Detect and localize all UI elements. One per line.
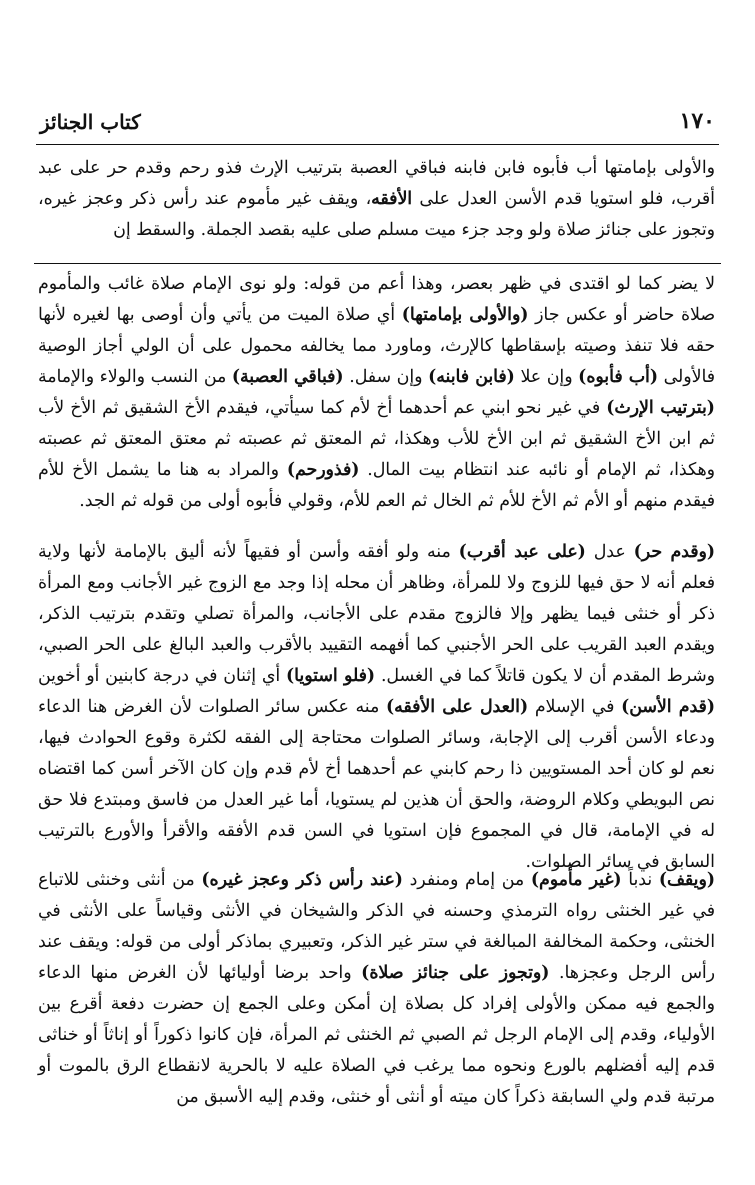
text-run: من إمام ومنفرد [402, 870, 531, 890]
text-run: ندباً [621, 870, 659, 890]
text-run: أي إثنان في درجة كابنين أو أخوين [38, 666, 286, 686]
bold-run: (عند رأس ذكر وعجز غيره) [201, 870, 403, 890]
bold-run: (فباقي العصبة) [231, 367, 344, 387]
text-run: وإن علا [514, 367, 579, 387]
bold-run: (قدم الأسن) [621, 697, 715, 717]
bold-run: (فابن فابنه) [428, 367, 515, 387]
text-run: ، ويقف غير مأموم عند رأس ذكر وعجز غيره، وتجوز على جنائز صلاة ولو وجد جزء ميت مسلم صلى عليه بقصد الجملة. والسقط إن [38, 189, 715, 240]
text-run: منه ولو أفقه وأسن أو فقيهاً لأنه أليق بالإمامة لأنها ولاية فعلم أنه لا حق فيها للزوج ولا للمرأة، وظاهر أن محله إذا وجد مع الزوج غير الأجانب ومع المرأة ذكر أو خنثى فيما يظهر وإلا فالزوج مقدم على الأجانب، والمرأة تصلي وتقدم بترتيب الذكر، ويقدم العبد القريب على الحر الأجنبي كما أفهمه التقييد بالأقرب والعبد البالغ على الحر الصبي، وشرط المقدم أن لا يكون قاتلاً كما في الغسل. [38, 542, 716, 686]
text-run: في الإسلام [528, 697, 622, 717]
text-run: والمراد به هنا ما يشمل الأخ للأم فيقدم منهم أو الأم ثم الأخ للأم ثم الخال ثم العم للأم، وقولي فأبوه أولى من قوله ثم الجد. [38, 460, 715, 511]
text-run: في غير نحو ابني عم أحدهما أخ لأم كما سيأتي، فيقدم الأخ الشقيق ثم الأخ لأب ثم ابن الأخ الشقيق ثم ابن الأخ للأب وهكذا، ثم المعتق ثم عصبته ثم معتق المعتق ثم عصبته وهكذا، ثم الإمام أو نائبه عند انتظام بيت المال. [38, 398, 715, 480]
bold-run: (وقدم حر) [633, 542, 716, 562]
bold-run: (فلو استويا) [285, 666, 376, 686]
text-run: أي صلاة الميت من يأتي وأن أوصى بها لغيره لأنها حقه فلا تنفذ وصيته بإسقاطها كالإرث، وماورد مما يخالفه محمول على أن الولي أجاز الوصية فالأولى [38, 305, 716, 387]
separator-rule [34, 263, 721, 264]
bold-run: (العدل على الأفقه) [385, 697, 529, 717]
bold-run: الأفقه [371, 189, 413, 209]
bold-run: (فذورحم) [286, 460, 360, 480]
text-run: عدل [585, 542, 634, 562]
text-run: والأولى بإمامتها أب فأبوه فابن فابنه فباقي العصبة بترتيب الإرث فذو رحم وقدم حر على عبد أقرب، فلو استويا قدم الأسن العدل على [38, 158, 715, 209]
main-text [38, 153, 715, 246]
page-number: ١٧٠ [679, 108, 715, 134]
bold-run: (بترتيب الإرث) [606, 398, 715, 418]
commentary-paragraph-2 [38, 537, 715, 878]
text-run: من النسب والولاء والإمامة [38, 367, 232, 387]
bold-run: (أب فأبوه) [578, 367, 659, 387]
bold-run: (والأولى بإمامتها) [401, 305, 529, 325]
bold-run: (على عبد أقرب) [458, 542, 586, 562]
bold-run: (غير مأموم) [530, 870, 622, 890]
page-header [36, 104, 719, 145]
commentary-paragraph-1 [38, 269, 715, 517]
text-run: وإن سفل. [343, 367, 429, 387]
text-run: واحد برضا أوليائها لأن الغرض منها الدعاء والجمع فيه ممكن والأولى إفراد كل بصلاة إن أمكن وعلى الجمع إن حضرت دفعة أقرع بين الأولياء، وقدم إلى الإمام الرجل ثم الصبي ثم الخنثى ثم المرأة، فإن كانوا ذكوراً أو إناثاً أو خناثى قدم إليه أفضلهم بالورع ونحوه مما يرغب في الصلاة عليه لا بالحرية لانقطاع الرق بالموت أو مرتبة قدم ولي السابقة ذكراً كان ميته أو أنثى أو خنثى، وقدم إليه الأسبق من [38, 963, 715, 1107]
running-title: كتاب الجنائز [40, 110, 141, 134]
text-run: منه عكس سائر الصلوات لأن الغرض هنا الدعاء ودعاء الأسن أقرب إلى الإجابة، وسائر الصلوات محتاجة إلى الفقه لكثرة وقوع الحوادث فيها، نعم لو كان أحد المستويين ذا رحم كابني عم أحدهما أخ لأم قدم وإن كان الآخر أسن كما اقتضاه نص البويطي وكلام الروضة، والحق أن هذين لم يستويا، أما غير العدل من فاسق ومبتدع فلا حق له في الإمامة، قال في المجموع فإن استويا في السن قدم الأفقه والأقرأ والأورع بالترتيب السابق في سائر الصلوات. [38, 697, 715, 872]
bold-run: (وتجوز على جنائز صلاة) [361, 963, 550, 983]
bold-run: (ويقف) [658, 870, 715, 890]
text-run: من أنثى وخنثى للاتباع في غير الخنثى رواه الترمذي وحسنه في الذكر والشيخان في الأنثى وقياساً على الأنثى في الخنثى، وحكمة المخالفة المبالغة في ستر غير الذكر، وتعبيري بماذكر أولى من قوله: ويقف عند رأس الرجل وعجزها. [38, 870, 715, 983]
text-run: لا يضر كما لو اقتدى في ظهر بعصر، وهذا أعم من قوله: ولو نوى الإمام صلاة غائب والمأموم صلاة حاضر أو عكس جاز [38, 274, 715, 325]
commentary-paragraph-3 [38, 865, 715, 1113]
